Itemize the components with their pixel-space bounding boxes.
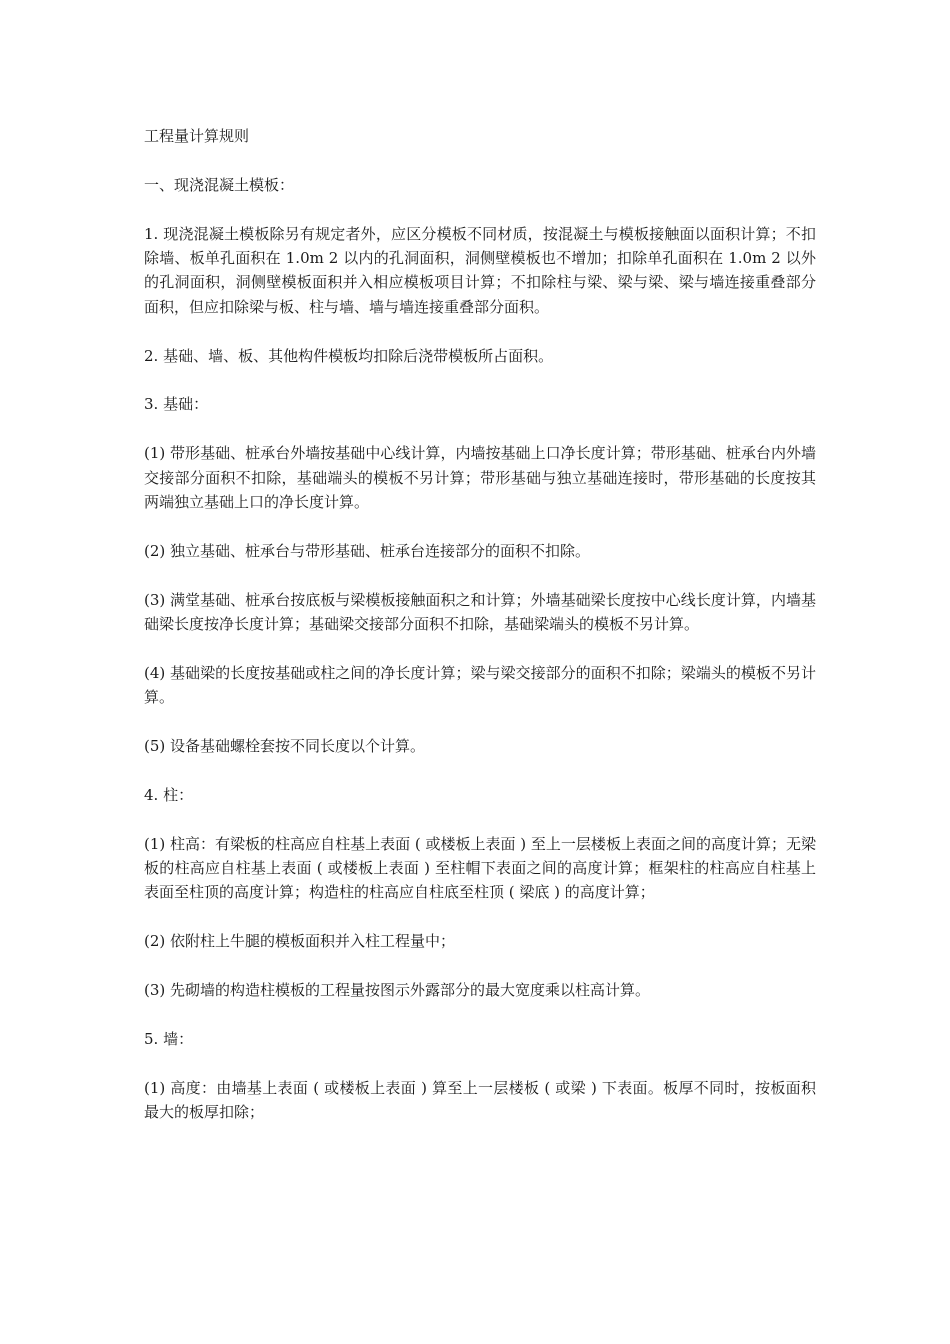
- paragraph: 2. 基础、墙、板、其他构件模板均扣除后浇带模板所占面积。: [144, 346, 554, 365]
- paragraph: (2) 独立基础、桩承台与带形基础、桩承台连接部分的面积不扣除。: [144, 541, 591, 560]
- paragraph: 1. 现浇混凝土模板除另有规定者外，应区分模板不同材质，按混凝土与模板接触面以面积计算；不扣除墙、板单孔面积在 1.0m 2 以内的孔洞面积，洞侧壁模板也不增加；扣除单孔面积在 1.0m 2 以外的孔洞面积，洞侧壁模板面积并入相应模板项目计算；不扣除柱与梁、梁与梁、梁与墙连接重叠部分面积，但应扣除梁与板、柱与墙、墙与墙连接重叠部分面积。: [144, 224, 816, 316]
- paragraph: (4) 基础梁的长度按基础或柱之间的净长度计算；梁与梁交接部分的面积不扣除；梁端头的模板不另计算。: [144, 663, 816, 707]
- document-title: 工程量计算规则: [144, 127, 250, 145]
- paragraph: (5) 设备基础螺栓套按不同长度以个计算。: [144, 737, 426, 756]
- paragraph: (1) 柱高：有梁板的柱高应自柱基上表面 ( 或楼板上表面 ) 至上一层楼板上表面之间的高度计算；无梁板的柱高应自柱基上表面 ( 或楼板上表面 ) 至柱帽下表面之间的高度计算；框架柱的柱高应自柱基上表面至柱顶的高度计算；构造柱的柱高应自柱底至柱顶 ( 梁底 ) 的高度计算；: [144, 834, 816, 902]
- paragraph: (3) 先砌墙的构造柱模板的工程量按图示外露部分的最大宽度乘以柱高计算。: [144, 981, 651, 1000]
- subsection-heading: 4. 柱：: [144, 785, 194, 804]
- subsection-heading: 3. 基础：: [144, 395, 209, 414]
- paragraph: (2) 依附柱上牛腿的模板面积并入柱工程量中；: [144, 932, 456, 951]
- section-heading: 一、现浇混凝土模板：: [144, 175, 295, 194]
- paragraph: (1) 高度：由墙基上表面 ( 或楼板上表面 ) 算至上一层楼板 ( 或梁 ) 下表面。板厚不同时，按板面积最大的板厚扣除；: [144, 1078, 816, 1122]
- paragraph: (1) 带形基础、桩承台外墙按基础中心线计算，内墙按基础上口净长度计算；带形基础、桩承台内外墙交接部分面积不扣除，基础端头的模板不另计算；带形基础与独立基础连接时，带形基础的长度按其两端独立基础上口的净长度计算。: [144, 444, 816, 512]
- document-body: [144, 124, 816, 1149]
- paragraph: (3) 满堂基础、桩承台按底板与梁模板接触面积之和计算；外墙基础梁长度按中心线长度计算，内墙基础梁长度按净长度计算；基础梁交接部分面积不扣除，基础梁端头的模板不另计算。: [144, 590, 816, 634]
- subsection-heading: 5. 墙：: [144, 1029, 194, 1048]
